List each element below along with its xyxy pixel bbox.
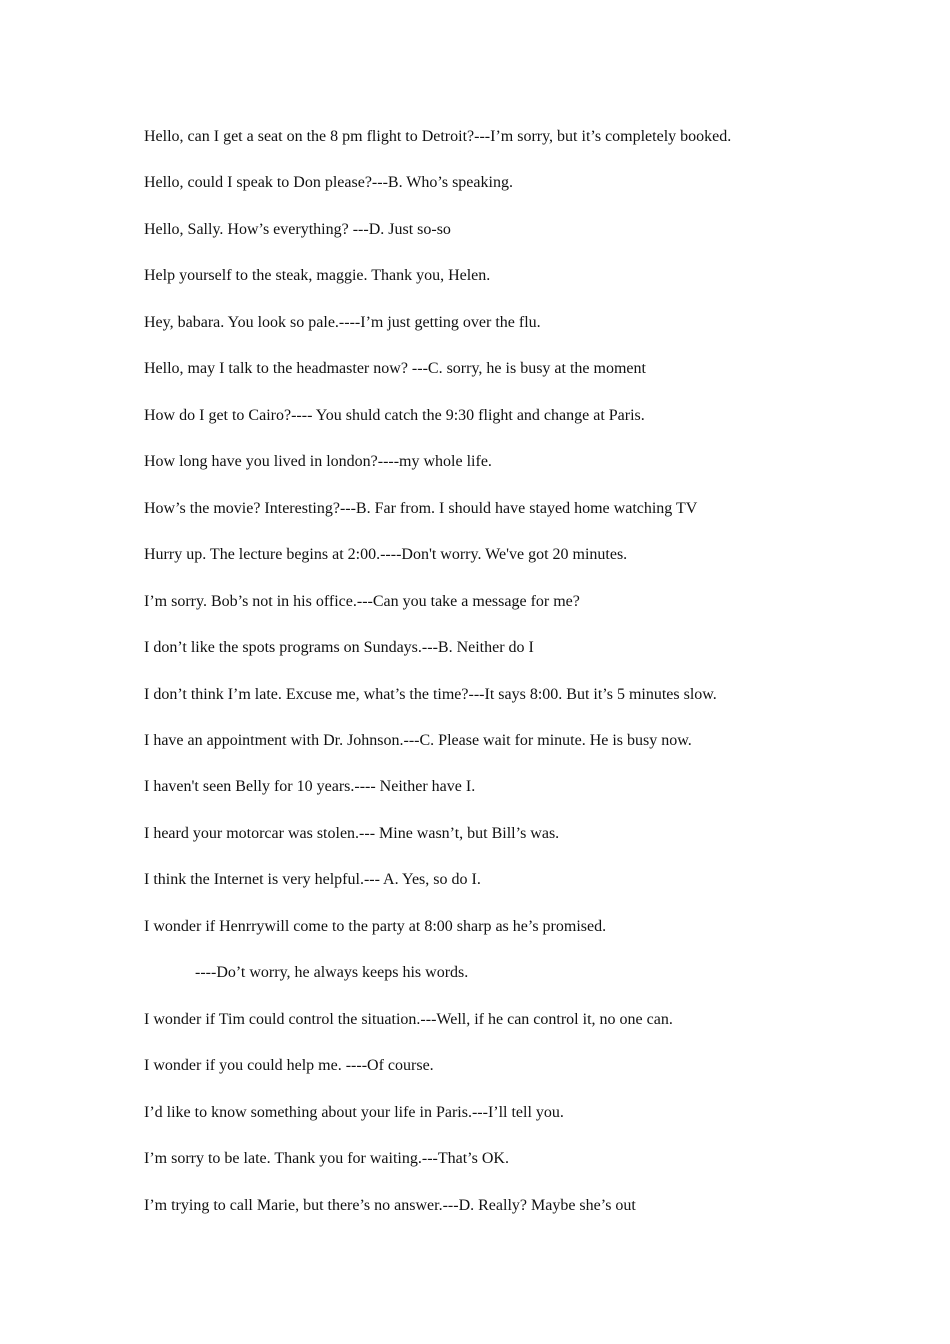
- text-line: I wonder if Henrrywill come to the party at 8:00 sharp as he’s promised.: [144, 918, 607, 935]
- text-line: I haven't seen Belly for 10 years.---- Neither have I.: [144, 778, 476, 795]
- text-line: Hello, Sally. How’s everything? ---D. Just so-so: [144, 221, 451, 238]
- text-line: Hurry up. The lecture begins at 2:00.----Don't worry. We've got 20 minutes.: [144, 546, 628, 563]
- text-line: I’m sorry to be late. Thank you for waiting.---That’s OK.: [144, 1150, 509, 1167]
- text-line: I think the Internet is very helpful.--- A. Yes, so do I.: [144, 871, 481, 888]
- text-line: I heard your motorcar was stolen.--- Mine wasn’t, but Bill’s was.: [144, 825, 560, 842]
- text-line: Hey, babara. You look so pale.----I’m just getting over the flu.: [144, 314, 541, 331]
- text-line: Hello, may I talk to the headmaster now? ---C. sorry, he is busy at the moment: [144, 360, 646, 377]
- text-line: How do I get to Cairo?---- You shuld catch the 9:30 flight and change at Paris.: [144, 407, 645, 424]
- text-line: I’d like to know something about your life in Paris.---I’ll tell you.: [144, 1104, 564, 1121]
- text-line: I wonder if you could help me. ----Of course.: [144, 1057, 434, 1074]
- text-line: Help yourself to the steak, maggie. Thank you, Helen.: [144, 267, 491, 284]
- text-line: I don’t think I’m late. Excuse me, what’s the time?---It says 8:00. But it’s 5 minutes slow.: [144, 686, 717, 703]
- text-line: How long have you lived in london?----my whole life.: [144, 453, 492, 470]
- text-line: I’m trying to call Marie, but there’s no answer.---D. Really? Maybe she’s out: [144, 1197, 636, 1214]
- text-line-indented: ----Do’t worry, he always keeps his words.: [195, 964, 469, 981]
- text-line: Hello, could I speak to Don please?---B. Who’s speaking.: [144, 174, 513, 191]
- text-line: Hello, can I get a seat on the 8 pm flight to Detroit?---I’m sorry, but it’s completely booked.: [144, 128, 732, 145]
- text-line: I’m sorry. Bob’s not in his office.---Can you take a message for me?: [144, 593, 580, 610]
- text-line: How’s the movie? Interesting?---B. Far from. I should have stayed home watching TV: [144, 500, 698, 517]
- text-line: I wonder if Tim could control the situation.---Well, if he can control it, no one can.: [144, 1011, 673, 1028]
- text-line: I have an appointment with Dr. Johnson.---C. Please wait for minute. He is busy now.: [144, 732, 692, 749]
- text-line: I don’t like the spots programs on Sundays.---B. Neither do I: [144, 639, 534, 656]
